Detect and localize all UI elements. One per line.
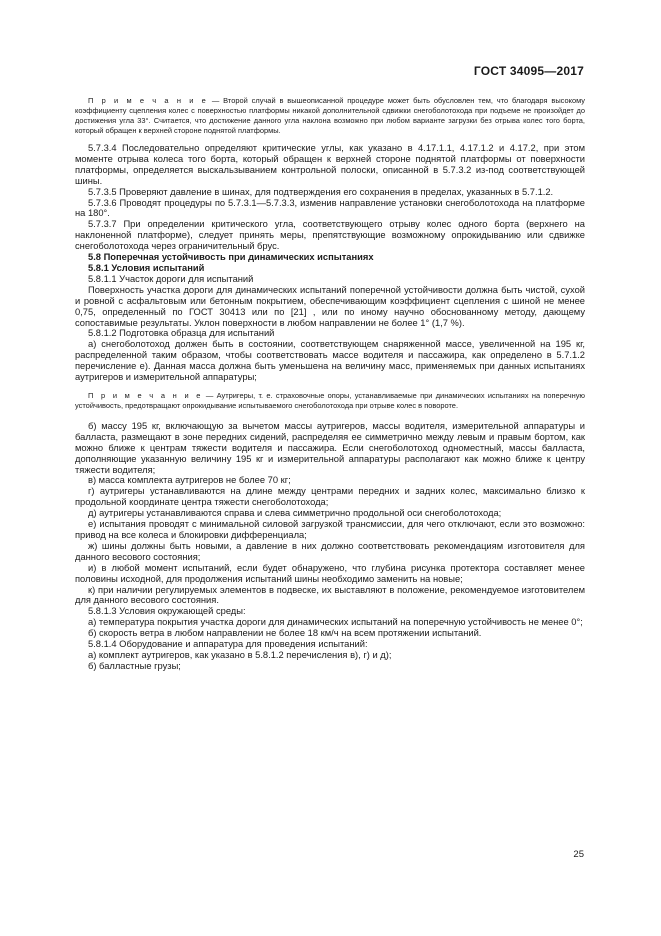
paragraph-5812-title: 5.8.1.2 Подготовка образца для испытаний	[88, 328, 275, 339]
document-header: ГОСТ 34095—2017	[473, 64, 584, 78]
paragraph-5735: 5.7.3.5 Проверяют давление в шинах, для подтверждения его сохранения в пределах, указанных в 5.7.1.2.	[88, 186, 554, 197]
note-paragraph-2	[75, 391, 585, 411]
paragraph-5813-title: 5.8.1.3 Условия окружающей среды:	[88, 606, 246, 617]
list-item-k: к) при наличии регулируемых элементов в подвеске, их выставляют в положение, рекомендуемое изготовителем для данного весового состояния.	[75, 584, 585, 606]
note-paragraph	[75, 96, 585, 136]
paragraph-5811-text: Поверхность участка дороги для динамических испытаний поперечной устойчивости должна быть чистой, сухой и ровной с асфальтовым или бетонным покрытием, обеспечивающим коэффициент сцепления с шиной не менее 0,75, определенный по ГОСТ 30413 или по [21] , или по иному научно обоснованному методу, дающему сопоставимые результаты. Уклон поверхности в любом направлении не более 1° (1,7 %).	[75, 284, 585, 328]
note-label: П р и м е ч а н и е	[88, 96, 208, 105]
section-heading-58: 5.8 Поперечная устойчивость при динамических испытаниях	[88, 252, 374, 263]
list-item-e: е) испытания проводят с минимальной силовой загрузкой трансмиссии, для чего отключают, если это возможно: привод на все колеса и блокировки дифференциала;	[75, 519, 585, 540]
paragraph-5813-a: а) температура покрытия участка дороги для динамических испытаний на поперечную устойчивость не менее 0°;	[88, 617, 583, 628]
paragraph-5814-a: а) комплект аутригеров, как указано в 5.8.1.2 перечисления в), г) и д);	[88, 649, 392, 660]
paragraph-5811-title: 5.8.1.1 Участок дороги для испытаний	[88, 273, 254, 284]
paragraph-5736: 5.7.3.6 Проводят процедуры по 5.7.3.1—5.7.3.3, изменив направление установки снегоболотохода на платформе на 180°.	[75, 197, 585, 219]
note-text: — Второй случай в вышеописанной процедуре может быть обусловлен тем, что благодаря высокому коэффициенту сцепления колес с поверхностью платформы никакой дополнительной сдвижки снегоболотохода при подъеме не произойдет до достижения угла 33°. Считается, что достижение данного угла наклона возможно при любом варианте загрузки без отрыва колес того борта, который обращен к верхней стороне поднятой платформы.	[75, 96, 585, 135]
paragraph-5813-b: б) скорость ветра в любом направлении не более 18 км/ч на всем протяжении испытаний.	[88, 628, 482, 639]
note-text-2: — Аутригеры, т. е. страховочные опоры, устанавливаемые при динамических испытаниях на поперечную устойчивость, предотвращают опрокидывание испытываемого снегоболотохода при отрыве колес в повороте.	[75, 390, 585, 410]
list-item-zh: ж) шины должны быть новыми, а давление в них должно соответствовать рекомендациям изготовителя для данного весового состояния;	[75, 540, 585, 562]
list-item-g: г) аутригеры устанавливаются на длине между центрами передних и задних колес, максимально близко к продольной координате центра тяжести снегоболотохода;	[75, 486, 585, 508]
list-item-v: в) масса комплекта аутригеров не более 70 кг;	[88, 475, 291, 486]
list-item-d: д) аутригеры устанавливаются справа и слева симметрично продольной оси снегоболотохода;	[88, 508, 502, 519]
paragraph-5812-a: а) снегоболотоход должен быть в состоянии, соответствующем снаряженной массе, увеличенной на 195 кг, распределенной таким образом, чтобы соответствовать массе водителя и пассажира, как определено в 5.7.1.2 перечисление е). Данная масса должна быть уменьшена на величину масс, применяемых при данных испытаниях аутригеров и измерительной аппаратуры;	[75, 339, 585, 383]
paragraph-5814-title: 5.8.1.4 Оборудование и аппаратура для проведения испытаний:	[88, 639, 368, 650]
list-item-i: и) в любой момент испытаний, если будет обнаружено, что глубина рисунка протектора составляет менее половины исходной, для продолжения испытаний шины необходимо заменить на новые;	[75, 562, 585, 584]
note-label-2: П р и м е ч а н и е	[88, 390, 203, 400]
page-number: 25	[573, 849, 584, 860]
section-heading-581: 5.8.1 Условия испытаний	[88, 262, 205, 273]
paragraph-5814-b: б) балластные грузы;	[88, 660, 181, 671]
paragraph-5737: 5.7.3.7 При определении критического угла, соответствующего отрыву колес одного борта (верхнего на наклоненной платформе), следует принять меры, препятствующие возможному опрокидыванию или сдвижке снегоболотохода через ограничительный брус.	[75, 219, 585, 252]
list-item-b: б) массу 195 кг, включающую за вычетом массы аутригеров, массы водителя, измерительной аппаратуры и балласта, размещают в зоне передних сидений, распределяя ее симметрично между левым и правым бортом, как можно ближе к центрам тяжести водителя и пассажира. Если снегоболотоход одноместный, массы балласта, дополняющие указанную величину 195 кг и измерительной аппаратуры располагают как можно ближе к центру тяжести водителя;	[75, 420, 585, 475]
document-body	[75, 96, 585, 672]
paragraph-5734: 5.7.3.4 Последовательно определяют критические углы, как указано в 4.17.1.1, 4.17.1.2 и 4.17.2, при этом моменте отрыва колеса того борта, который обращен к верхней стороне поднятой платформы от поверхности платформы, определяется выскальзыванием контрольной полоски, описанной в 5.7.3.2 из-под соответствующей шины.	[75, 143, 585, 186]
